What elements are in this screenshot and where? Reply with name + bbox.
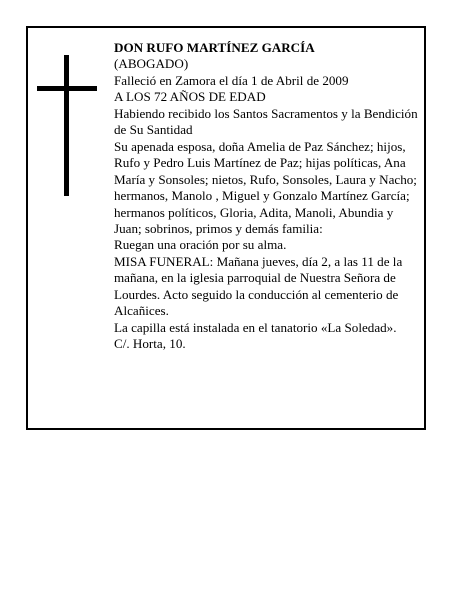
chapel-info: La capilla está instalada en el tanatorio «La Soledad». [114, 319, 397, 335]
sacraments: Habiendo recibido los Santos Sacramentos y la Bendición de Su Santidad [114, 105, 418, 138]
death-info: Falleció en Zamora el día 1 de Abril de 2009 [114, 72, 349, 88]
funeral-info: MISA FUNERAL: Mañana jueves, día 2, a las 11 de la mañana, en la iglesia parroquial de Nuestra Señora de Lourdes. Acto seguido la conducción al cementerio de Alcañices. [114, 253, 403, 319]
notice-text [114, 40, 420, 353]
address: C/. Horta, 10. [114, 336, 186, 352]
cross-horizontal-bar [37, 86, 97, 91]
deceased-name: DON RUFO MARTÍNEZ GARCÍA [114, 40, 315, 55]
cross-vertical-bar [64, 55, 69, 196]
prayer-request: Ruegan una oración por su alma. [114, 237, 287, 253]
age: A LOS 72 AÑOS DE EDAD [114, 89, 266, 105]
family-list: Su apenada esposa, doña Amelia de Paz Sánchez; hijos, Rufo y Pedro Luis Martínez de Paz; hijas políticas, Ana María y Sonsoles; nietos, Rufo, Sonsoles, Laura y Nacho; hermanos, Manolo , Miguel y Gonzalo Martínez García; hermanos políticos, Gloria, Adita, Manoli, Abundia y Juan; sobrinos, primos y demás familia: [114, 138, 417, 236]
profession: (ABOGADO) [114, 56, 189, 72]
